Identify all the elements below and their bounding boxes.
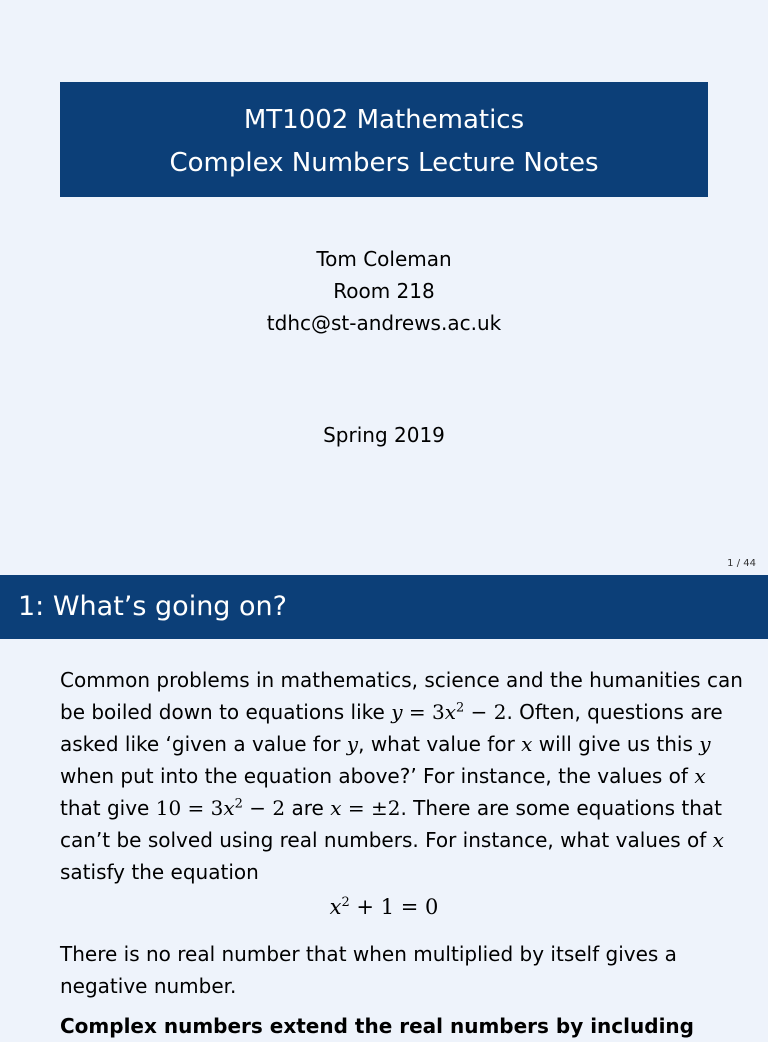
para-line — [60, 696, 723, 728]
text-run: will give us this — [532, 732, 700, 756]
text-run: . Often, questions are — [506, 700, 723, 724]
math-text: 10 = 3 — [155, 796, 224, 820]
frame-title-bar — [0, 575, 768, 639]
text-run: satisfy the equation — [60, 860, 259, 884]
author-room: Room 218 — [333, 279, 435, 303]
math-text: = 3 — [402, 700, 445, 724]
math-var: x — [329, 895, 342, 919]
math-var: x — [521, 732, 533, 756]
second-paragraph — [60, 938, 720, 1002]
math-var: y — [346, 732, 359, 756]
text-run: can’t be solved using real numbers. For instance, what values of — [60, 828, 713, 852]
text-run: that give — [60, 796, 156, 820]
math-var: x — [444, 700, 456, 724]
date-line: Spring 2019 — [323, 423, 445, 447]
text-run: asked like ‘given a value for — [60, 732, 347, 756]
para-line — [60, 824, 724, 856]
math-var: x — [330, 796, 342, 820]
author-name: Tom Coleman — [316, 247, 452, 271]
page-number: 1 / 44 — [727, 558, 756, 569]
math-var: x — [694, 764, 706, 788]
lecture-notes-title: Complex Numbers Lecture Notes — [169, 148, 599, 178]
text-run: . There are some equations that — [400, 796, 722, 820]
para-line — [60, 792, 720, 824]
para-line — [60, 728, 720, 760]
math-text: = ±2 — [341, 796, 401, 820]
math-var: x — [223, 796, 235, 820]
text-run: be boiled down to equations like — [60, 700, 392, 724]
para-line — [60, 856, 720, 888]
intro-paragraph — [60, 664, 743, 888]
math-text: − 2 — [242, 796, 286, 820]
math-var: x — [712, 828, 724, 852]
math-text: − 2 — [464, 700, 507, 724]
para-line — [60, 760, 720, 792]
math-text: + 1 = 0 — [349, 895, 439, 919]
text-run: Common problems in mathematics, science and the humanities can — [60, 668, 743, 692]
course-title: MT1002 Mathematics — [243, 105, 525, 135]
text-run: are — [285, 796, 331, 820]
title-box — [60, 82, 708, 197]
math-var: y — [391, 700, 403, 724]
para-line: negative number. — [60, 974, 237, 998]
frame-title: 1: What’s going on? — [18, 591, 287, 622]
math-exponent: 2 — [341, 895, 350, 910]
text-run: , what value for — [358, 732, 522, 756]
text-run: when put into the equation above?’ For instance, the values of — [60, 764, 695, 788]
author-email: tdhc@st-andrews.ac.uk — [266, 311, 502, 335]
display-equation — [0, 892, 768, 922]
math-exponent: 2 — [234, 796, 243, 812]
para-line — [60, 664, 743, 696]
cutoff-text: Complex numbers extend the real numbers by including — [60, 1014, 694, 1038]
math-exponent: 2 — [455, 700, 465, 716]
para-line: There is no real number that when multiplied by itself gives a — [60, 942, 677, 966]
math-var: y — [699, 732, 711, 756]
